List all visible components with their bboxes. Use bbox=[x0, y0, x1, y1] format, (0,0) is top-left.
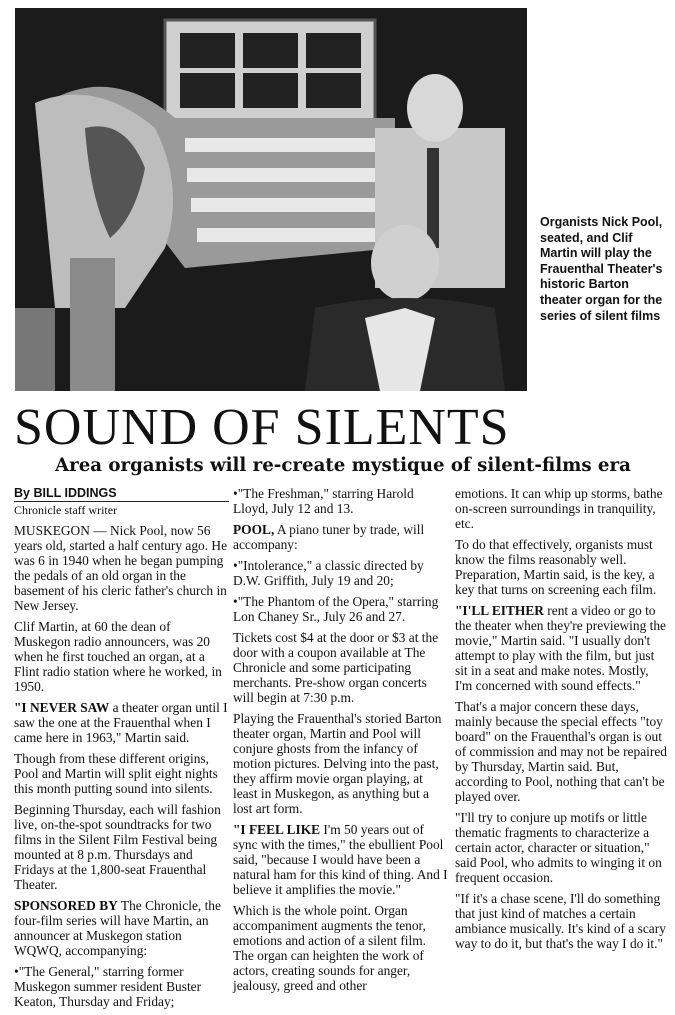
column-3 bbox=[455, 486, 667, 957]
organ-photo bbox=[15, 8, 527, 391]
staff-line: Chronicle staff writer bbox=[14, 501, 229, 517]
paragraph bbox=[233, 711, 448, 816]
paragraph bbox=[455, 810, 667, 885]
paragraph bbox=[455, 537, 667, 597]
column-2 bbox=[233, 486, 448, 999]
paragraph-text: a theater organ until I saw the one at the Frauenthal when I came here in 1963," Martin said. bbox=[14, 700, 228, 745]
paragraph bbox=[455, 486, 667, 531]
paragraph bbox=[233, 558, 448, 588]
paragraph-text: •"The General," starring former Muskegon summer resident Buster Keaton, Thursday and Friday; bbox=[14, 964, 202, 1009]
paragraph bbox=[14, 964, 229, 1009]
paragraph-text: Beginning Thursday, each will fashion live, on-the-spot soundtracks for two films in the Silent Film Festival being mounted at 8 p.m. Thursdays and Fridays at the 1,800-seat Frauenthal Theater. bbox=[14, 802, 221, 892]
paragraph bbox=[455, 891, 667, 951]
subheadline: Area organists will re-create mystique of silent-films era bbox=[55, 455, 631, 476]
paragraph bbox=[233, 522, 448, 552]
paragraph bbox=[14, 700, 229, 745]
paragraph-lead: "I NEVER SAW bbox=[14, 700, 110, 715]
paragraph-lead: SPONSORED BY bbox=[14, 898, 118, 913]
paragraph-text: Tickets cost $4 at the door or $3 at the door with a coupon available at The Chronicle and some participating merchants. Pre-show organ concerts will begin at 7:30 p.m. bbox=[233, 630, 439, 705]
paragraph-text: •"Intolerance," a classic directed by D.W. Griffith, July 19 and 20; bbox=[233, 558, 424, 588]
paragraph-text: rent a video or go to the theater when they're previewing the movie," Martin said. "I usually don't attempt to play with the film, but just sit in a seat and make notes. Mostly, I'm concerned with sound effects." bbox=[455, 603, 666, 693]
paragraph-text: "If it's a chase scene, I'll do something that just kind of matches a certain ambiance musically. It's kind of a scary way to do it, but that's the way I do it." bbox=[455, 891, 666, 951]
paragraph-text: •"The Freshman," starring Harold Lloyd, July 12 and 13. bbox=[233, 486, 414, 516]
paragraph bbox=[455, 603, 667, 693]
paragraph-text: "I'll try to conjure up motifs or little thematic fragments to characterize a certain actor, character or situation," said Pool, who admits to winging it on frequent occasion. bbox=[455, 810, 662, 885]
paragraph bbox=[233, 594, 448, 624]
byline: By BILL IDDINGS bbox=[14, 486, 117, 500]
paragraph bbox=[14, 751, 229, 796]
column-1 bbox=[14, 486, 229, 1015]
paragraph-text: MUSKEGON — Nick Pool, now 56 years old, started a half century ago. He was 6 in 1940 when he began pumping the pedals of an old organ in the basement of his cleric father's church in New Jersey. bbox=[14, 523, 228, 613]
paragraph-lead: POOL, bbox=[233, 522, 275, 537]
paragraph bbox=[14, 802, 229, 892]
paragraph bbox=[14, 898, 229, 958]
paragraph-text: That's a major concern these days, mainly because the special effects "toy board" on the Frauenthal's organ is out of commission and may not be repaired by Thursday, Martin said. But, according to Pool, nothing that can't be played over. bbox=[455, 699, 667, 804]
paragraph-text: emotions. It can whip up storms, bathe on-screen surroundings in tranquility, etc. bbox=[455, 486, 663, 531]
paragraph-text: A piano tuner by trade, will accompany: bbox=[233, 522, 425, 552]
paragraph-text: The Chronicle, the four-film series will have Martin, an announcer at Muskegon station WQWQ, accompanying: bbox=[14, 898, 221, 958]
paragraph bbox=[14, 619, 229, 694]
paragraph-text: Though from these different origins, Pool and Martin will split eight nights this month putting sound into silents. bbox=[14, 751, 218, 796]
paragraph-lead: "I'LL EITHER bbox=[455, 603, 544, 618]
paragraph-text: •"The Phantom of the Opera," starring Lon Chaney Sr., July 26 and 27. bbox=[233, 594, 439, 624]
headline: SOUND OF SILENTS bbox=[14, 399, 510, 456]
paragraph bbox=[233, 486, 448, 516]
paragraph-text: Clif Martin, at 60 the dean of Muskegon radio announcers, was 20 when he first touched an organ, at a Flint radio station where he worked, in 1950. bbox=[14, 619, 222, 694]
paragraph bbox=[455, 699, 667, 804]
paragraph bbox=[233, 903, 448, 993]
paragraph-text: Which is the whole point. Organ accompaniment augments the tenor, emotions and action of a silent film. The organ can heighten the work of actors, creating sounds for anger, jealousy, greed and other bbox=[233, 903, 427, 993]
photo-caption: Organists Nick Pool, seated, and Clif Martin will play the Frauenthal Theater's historic Barton theater organ for the series of silent films bbox=[540, 215, 663, 323]
paragraph-text: To do that effectively, organists must know the films reasonably well. Preparation, Martin said, is the key, a key that turns on screening each film. bbox=[455, 537, 657, 597]
paragraph-lead: "I FEEL LIKE bbox=[233, 822, 321, 837]
paragraph bbox=[233, 630, 448, 705]
paragraph bbox=[233, 822, 448, 897]
paragraph bbox=[14, 523, 229, 613]
paragraph-text: Playing the Frauenthal's storied Barton theater organ, Martin and Pool will conjure ghosts from the infancy of motion pictures. Delving into the past, they affirm movie organ playing, at least in Muskegon, as anything but a lost art form. bbox=[233, 711, 442, 816]
paragraph-text: I'm 50 years out of sync with the times," the ebullient Pool said, "because I would have been a natural ham for this kind of thing. And I believe it amplifies the movie." bbox=[233, 822, 448, 897]
